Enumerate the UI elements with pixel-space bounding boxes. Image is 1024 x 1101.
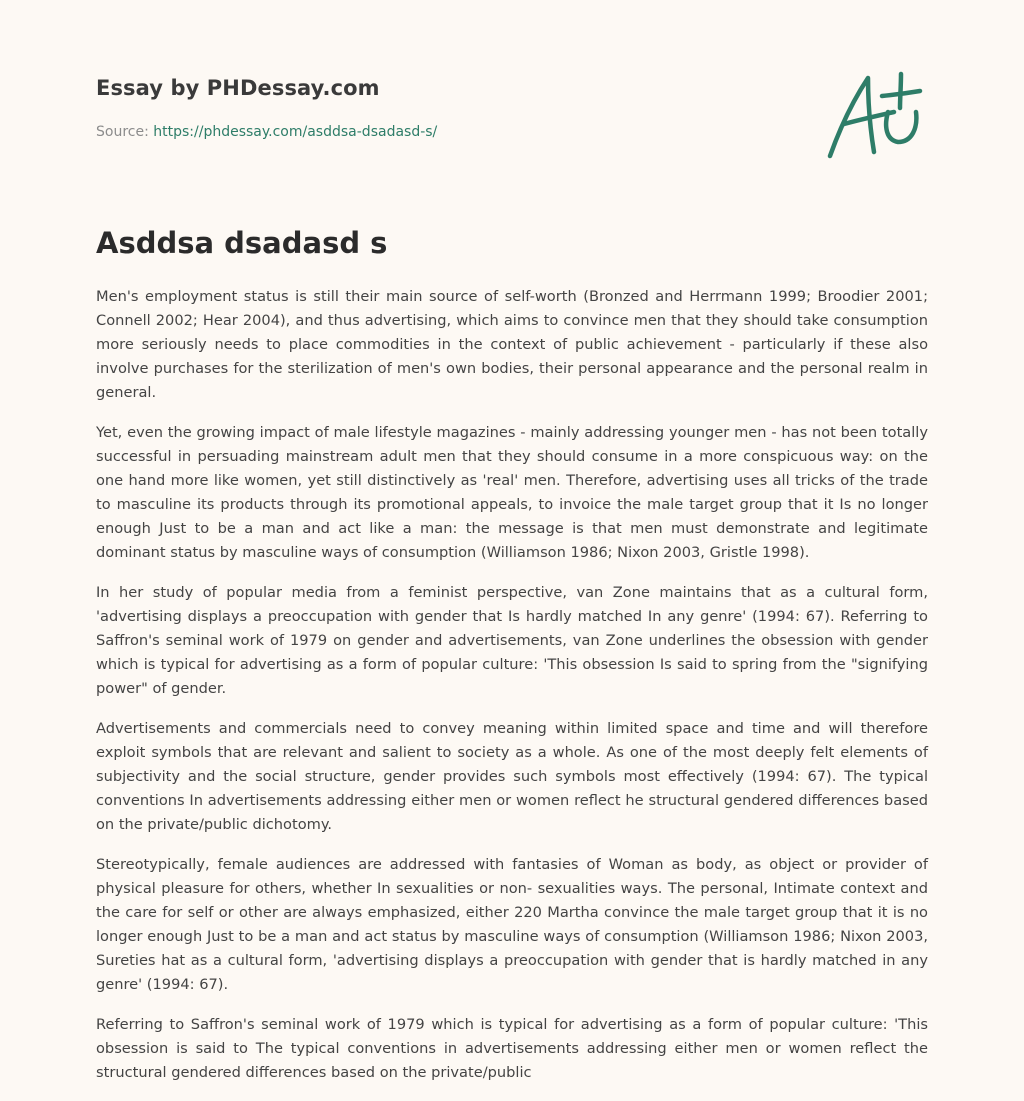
essay-paragraph: In her study of popular media from a feminist perspective, van Zone maintains that as a cultural form, 'advertising displays a preoccupation with gender that Is hardly matched In any genre' (1994: 67). Referring to Saffron's seminal work of 1979 on gender and advertisements, van Zone underlines the obsession with gender which is typical for advertising as a form of popular culture: 'This obsession Is said to spring from the "signifying power" of gender. bbox=[96, 584, 928, 697]
source-link[interactable]: https://phdessay.com/asddsa-dsadasd-s/ bbox=[153, 124, 438, 140]
essay-paragraph: Advertisements and commercials need to convey meaning within limited space and time and will therefore exploit symbols that are relevant and salient to society as a whole. As one of the most deeply felt elements of subjectivity and the social structure, gender provides such symbols most effectively (1994: 67). The typical conventions In advertisements addressing either men or women reflect he structural gendered differences based on the private/public dichotomy. bbox=[96, 720, 928, 833]
essay-paragraph: Men's employment status is still their main source of self-worth (Bronzed and Herrmann 1999; Broodier 2001; Connell 2002; Hear 2004), and thus advertising, which aims to convince men that they should take consumption more seriously needs to place commodities in the context of public achievement - particularly if these also involve purchases for the sterilization of men's own bodies, their personal appearance and the personal realm in general. bbox=[96, 288, 928, 401]
a-plus-logo-icon bbox=[824, 66, 928, 166]
source-line bbox=[96, 124, 437, 140]
essay-paragraph: Referring to Saffron's seminal work of 1979 which is typical for advertising as a form of popular culture: 'This obsession is said to The typical conventions in advertisements addressing either men or women reflect the structural gendered differences based on the private/public bbox=[96, 1016, 928, 1081]
essay-body bbox=[96, 285, 928, 1101]
source-label: Source: bbox=[96, 124, 154, 140]
essay-title: Asddsa dsadasd s bbox=[96, 226, 388, 260]
site-title: Essay by PHDessay.com bbox=[96, 76, 380, 100]
essay-paragraph: Stereotypically, female audiences are addressed with fantasies of Woman as body, as object or provider of physical pleasure for others, whether In sexualities or non- sexualities ways. The personal, Intimate context and the care for self or other are always emphasized, either 220 Martha convince the male target group that it is no longer enough Just to be a man and act status by masculine ways of consumption (Williamson 1986; Nixon 2003, Sureties hat as a cultural form, 'advertising displays a preoccupation with gender that is hardly matched in any genre' (1994: 67). bbox=[96, 856, 928, 993]
essay-paragraph: Yet, even the growing impact of male lifestyle magazines - mainly addressing younger men - has not been totally successful in persuading mainstream adult men that they should consume in a more conspicuous way: on the one hand more like women, yet still distinctively as 'real' men. Therefore, advertising uses all tricks of the trade to masculine its products through its promotional appeals, to invoice the male target group that it Is no longer enough Just to be a man and act like a man: the message is that men must demonstrate and legitimate dominant status by masculine ways of consumption (Williamson 1986; Nixon 2003, Gristle 1998). bbox=[96, 424, 928, 561]
